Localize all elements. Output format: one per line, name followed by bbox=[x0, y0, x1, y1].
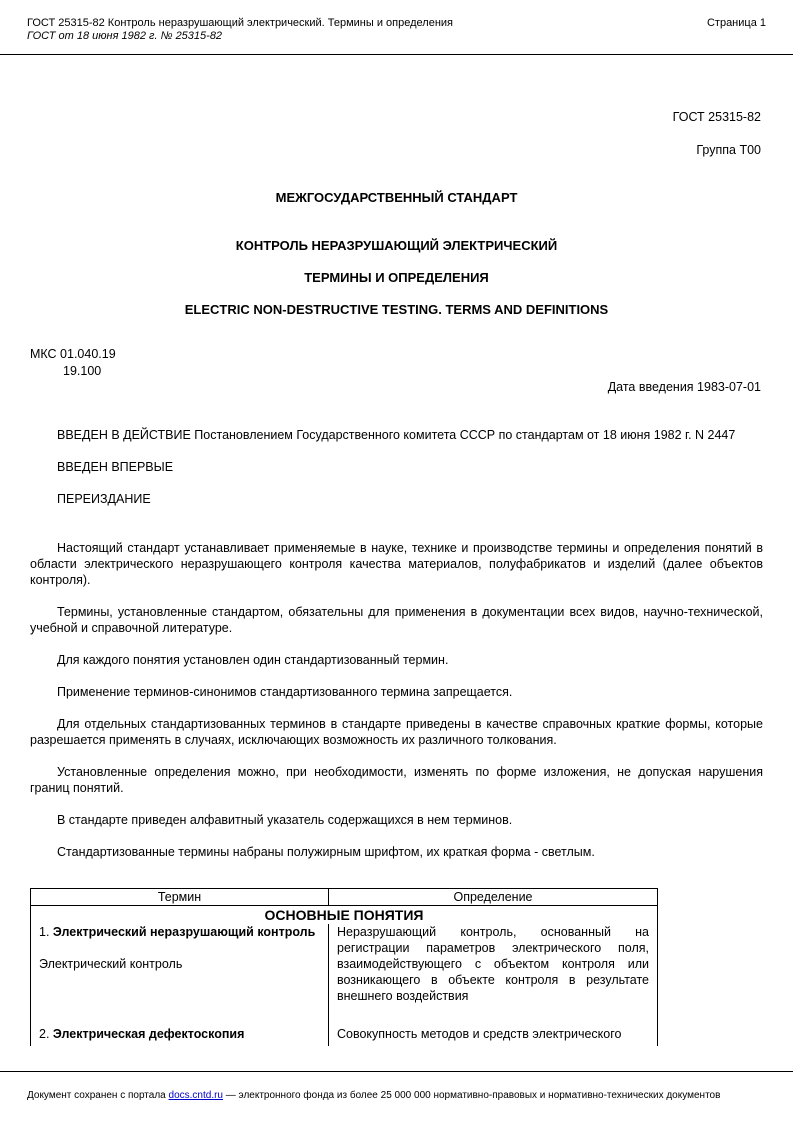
terms-table bbox=[30, 888, 658, 1046]
doc-code: ГОСТ 25315-82 bbox=[672, 110, 761, 124]
intro-date: Дата введения 1983-07-01 bbox=[607, 380, 761, 394]
paragraph-2: Термины, установленные стандартом, обязательны для применения в документации всех видов, научно-технической, учебной и справочной литературе. bbox=[30, 605, 763, 635]
term-number: 2. bbox=[39, 1027, 53, 1041]
table-row bbox=[31, 1004, 658, 1046]
column-header-definition: Определение bbox=[329, 889, 658, 906]
title-main: КОНТРОЛЬ НЕРАЗРУШАЮЩИЙ ЭЛЕКТРИЧЕСКИЙ bbox=[235, 238, 558, 253]
table-row bbox=[31, 924, 658, 1004]
term-name: Электрическая дефектоскопия bbox=[52, 1027, 245, 1041]
term-cell bbox=[31, 924, 329, 1004]
footer-suffix: — электронного фонда из более 25 000 000 нормативно-правовых и нормативно-технических документов bbox=[223, 1090, 721, 1101]
header-title: ГОСТ 25315-82 Контроль неразрушающий электрический. Термины и определения bbox=[27, 17, 453, 29]
footer-prefix: Документ сохранен с портала bbox=[27, 1090, 169, 1101]
paragraph-1: Настоящий стандарт устанавливает применяемые в науке, технике и производстве термины и определения понятий в области электрического неразрушающего контроля качества материалов, полуфабрикатов и изделий (далее объектов контроля). bbox=[30, 541, 763, 587]
footer-divider bbox=[0, 1071, 793, 1072]
title-english: ELECTRIC NON-DESTRUCTIVE TESTING. TERMS AND DEFINITIONS bbox=[184, 302, 609, 317]
section-row bbox=[31, 906, 658, 925]
mks-code-2: 19.100 bbox=[63, 364, 102, 378]
introduced-text: ВВЕДЕН В ДЕЙСТВИЕ Постановлением Государственного комитета СССР по стандартам от 18 июня 1982 г. N 2447 bbox=[57, 428, 736, 442]
header-subtitle: ГОСТ от 18 июня 1982 г. № 25315-82 bbox=[27, 30, 223, 42]
doc-group: Группа Т00 bbox=[696, 143, 761, 157]
paragraph-4: Применение терминов-синонимов стандартизованного термина запрещается. bbox=[57, 685, 513, 699]
title-sub: ТЕРМИНЫ И ОПРЕДЕЛЕНИЯ bbox=[304, 270, 489, 285]
reissue: ПЕРЕИЗДАНИЕ bbox=[57, 492, 151, 506]
introduced-first: ВВЕДЕН ВПЕРВЫЕ bbox=[57, 460, 174, 474]
term-name: Электрический неразрушающий контроль bbox=[52, 925, 316, 939]
column-header-term: Термин bbox=[31, 889, 329, 906]
page-header bbox=[27, 17, 453, 43]
section-title: ОСНОВНЫЕ ПОНЯТИЯ bbox=[31, 906, 658, 925]
paragraph-5: Для отдельных стандартизованных терминов в стандарте приведены в качестве справочных краткие формы, которые разрешается применять в случаях, исключающих возможность их различного толкования. bbox=[30, 717, 763, 747]
page-number: Страница 1 bbox=[706, 17, 766, 29]
definition-cell: Неразрушающий контроль, основанный на регистрации параметров электрического поля, взаимодействующего с объектом контроля или возникающего в объекте контроля в результате внешнего воздействия bbox=[329, 924, 658, 1004]
definition-cell: Совокупность методов и средств электрического bbox=[329, 1004, 658, 1046]
paragraph-8: Стандартизованные термины набраны полужирным шрифтом, их краткая форма - светлым. bbox=[57, 845, 595, 859]
paragraph-3: Для каждого понятия установлен один стандартизованный термин. bbox=[57, 653, 449, 667]
header-divider bbox=[0, 54, 793, 55]
table-header-row bbox=[31, 889, 658, 906]
page-footer bbox=[27, 1090, 720, 1101]
term-number: 1. bbox=[39, 925, 53, 939]
paragraph-6: Установленные определения можно, при необходимости, изменять по форме изложения, не допуская нарушения границ понятий. bbox=[30, 765, 763, 795]
paragraph-7: В стандарте приведен алфавитный указатель содержащихся в нем терминов. bbox=[57, 813, 513, 827]
portal-link[interactable]: docs.cntd.ru bbox=[168, 1090, 223, 1101]
title-interstate: МЕЖГОСУДАРСТВЕННЫЙ СТАНДАРТ bbox=[275, 190, 518, 205]
term-1 bbox=[39, 924, 320, 940]
term-1-short: Электрический контроль bbox=[39, 957, 183, 971]
term-cell bbox=[31, 1004, 329, 1046]
mks-code-1: МКС 01.040.19 bbox=[30, 347, 116, 361]
